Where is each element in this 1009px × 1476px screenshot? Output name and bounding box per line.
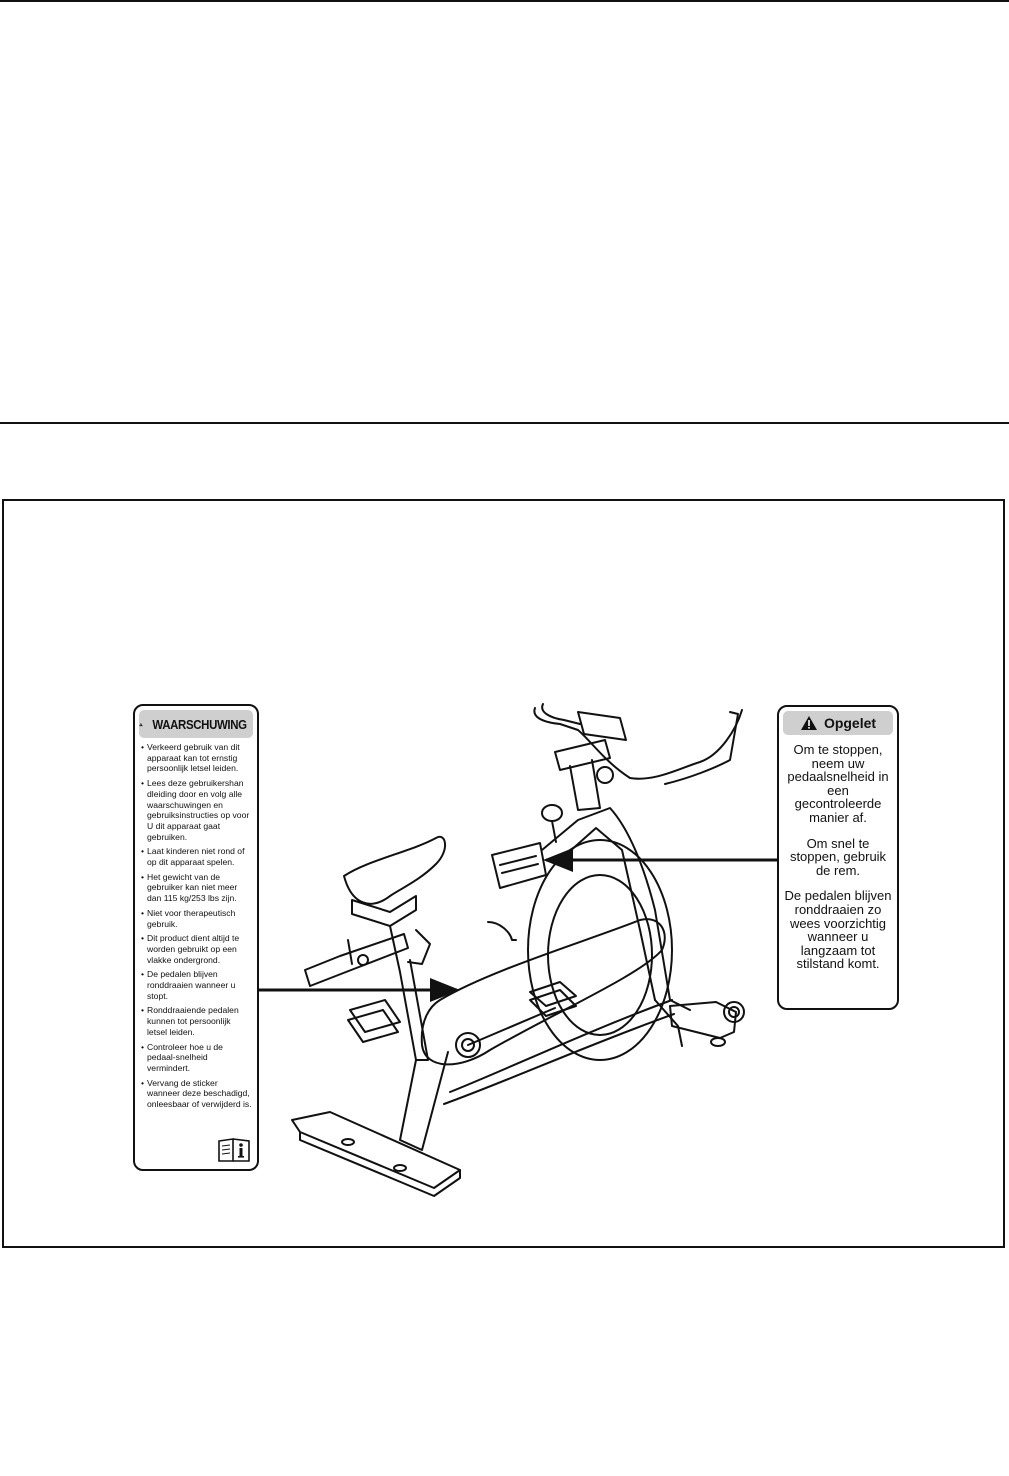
- caution-header: [783, 711, 893, 735]
- exercise-bike-illustration: [260, 700, 780, 1220]
- warning-item: • Laat kinderen niet rond of op dit apparaat spelen.: [141, 846, 252, 867]
- caution-sticker: [777, 705, 899, 1010]
- warning-item: • Vervang de sticker wanneer deze beschadigd, onleesbaar of verwijderd is.: [141, 1078, 252, 1110]
- top-rule: [0, 0, 1009, 2]
- warning-item: • Verkeerd gebruik van dit apparaat kan tot ernstig persoonlijk letsel leiden.: [141, 742, 252, 774]
- warning-item: • Niet voor therapeutisch gebruik.: [141, 908, 252, 929]
- warning-item: • Dit product dient altijd te worden gebruikt op een vlakke ondergrond.: [141, 933, 252, 965]
- manual-info-icon: [217, 1137, 251, 1163]
- warning-sticker: [133, 704, 259, 1171]
- warning-list: [135, 740, 257, 1110]
- warning-title: WAARSCHUWING: [152, 716, 247, 732]
- caution-title: Opgelet: [823, 715, 877, 731]
- warning-item: • Controleer hoe u de pedaal-snelheid vermindert.: [141, 1042, 252, 1074]
- warning-triangle-icon: [139, 715, 143, 734]
- caution-paragraph: De pedalen blijven ronddraaien zo wees voorzichtig wanneer u langzaam tot stilstand komt.: [784, 888, 892, 972]
- caution-body: [779, 739, 897, 971]
- warning-item: • De pedalen blijven ronddraaien wanneer u stopt.: [141, 969, 252, 1001]
- caution-paragraph: Om te stoppen, neem uw pedaalsnelheid in een gecontroleerde manier af.: [787, 742, 889, 825]
- section-divider: [0, 422, 1009, 424]
- caution-paragraph: Om snel te stoppen, gebruik de rem.: [789, 835, 887, 878]
- warning-item: • Lees deze gebruikershan dleiding door en volg alle waarschuwingen en gebruiksinstructies op voor U dit apparaat gaat gebruiken.: [141, 778, 252, 842]
- warning-triangle-icon: [800, 715, 818, 731]
- warning-header: [139, 710, 253, 738]
- warning-item: • Ronddraaiende pedalen kunnen tot persoonlijk letsel leiden.: [141, 1005, 252, 1037]
- warning-item: • Het gewicht van de gebruiker kan niet meer dan 115 kg/253 lbs zijn.: [141, 872, 252, 904]
